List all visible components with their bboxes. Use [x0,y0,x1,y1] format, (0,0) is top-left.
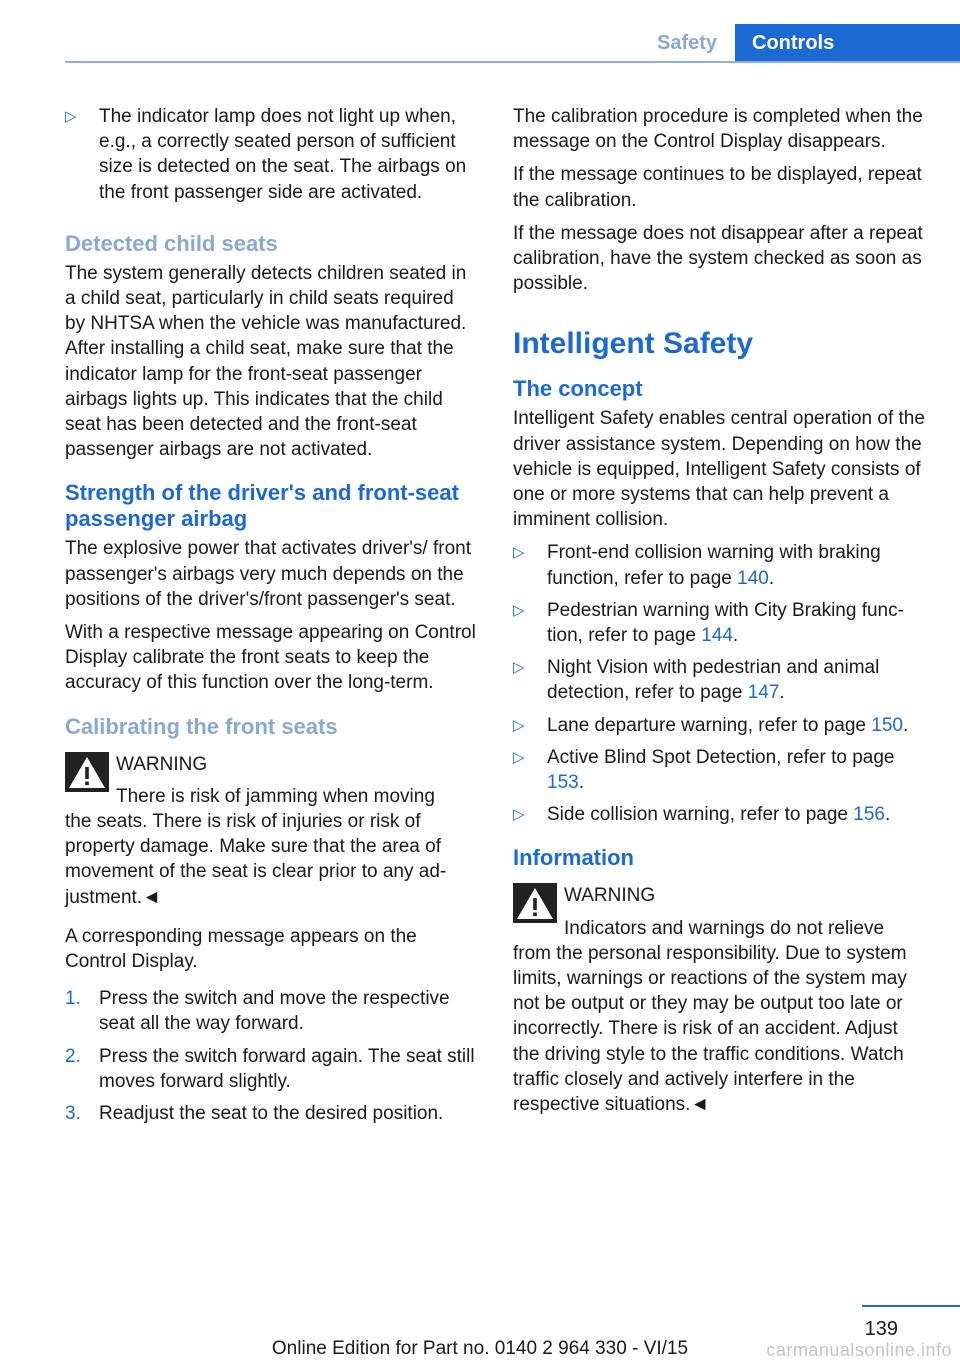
warning-title: WARNING [564,885,656,907]
heading-detected-child-seats: Detected child seats [65,230,278,256]
bullet-triangle-icon: ▷ [513,806,525,824]
list-item-end: . [885,804,891,826]
list-item-end: . [768,567,775,589]
paragraph: A corresponding message appears on the Control Display. [65,925,417,973]
tab-safety[interactable]: Safety [639,24,735,62]
list-item-text: Front-end collision warning with braking function, refer to page [547,542,881,589]
page-link[interactable]: 156 [853,804,885,826]
heading-information: Information [513,845,634,871]
list-item-end: . [779,682,785,704]
bullet-triangle-icon: ▷ [513,544,525,562]
bullet-triangle-icon: ▷ [513,601,525,619]
list-item-end: . [578,772,584,794]
warning-box [513,883,925,1117]
step-number: 1. [65,988,81,1010]
page-link[interactable]: 150 [871,714,903,736]
warning-text: the seats. There is risk of injuries or risk of property damage. Make sure that the area of movement of the seat is clear prior to any adjustment.◄ [65,811,447,908]
bullet-text: The indicator lamp does not light up when, e.g., a correctly seated person of sufficient size is detected on the seat. The airbags on the front passenger side are activated. [99,106,467,203]
bullet-triangle-icon: ▷ [513,716,525,734]
watermark: carmanualsonline.info [766,1340,952,1360]
list-item [65,1101,477,1126]
list-item [513,713,925,738]
step-text: Press the switch forward again. The seat still moves forward slightly. [99,1045,475,1092]
step-text: Readjust the seat to the desired position. [99,1103,444,1125]
bullet-triangle-icon: ▷ [513,748,525,766]
list-item-end: . [732,625,739,647]
heading-calibrating-front-seats: Calibrating the front seats [65,713,338,739]
heading-the-concept: The concept [513,376,643,402]
list-item-text: Night Vision with pedestrian and animal detection, refer to page [547,657,880,704]
numbered-steps [65,986,477,1126]
list-item [513,540,925,590]
heading-airbag-strength: Strength of the driver's and front-seat passenger airbag [65,480,459,532]
systems-list [513,540,925,827]
paragraph: Intelligent Safety enables central operation of the driver assistance system. Depending on how the vehicle is equipped, Intelligent Safety consists of one or more systems that can help prevent a imminent collision. [513,408,925,531]
step-number: 2. [65,1045,81,1067]
page-number: 139 [864,1318,898,1340]
page-link[interactable]: 140 [737,567,769,589]
right-column [513,104,925,1131]
list-item-text: Lane departure warning, refer to page [547,714,872,736]
warning-box [65,752,477,910]
paragraph: The calibration procedure is completed when the message on the Control Display disappears. [513,106,923,153]
tab-controls[interactable]: Controls [735,24,960,62]
warning-icon [65,752,109,792]
step-text: Press the switch and move the respective seat all the way forward. [99,988,450,1035]
bullet-triangle-icon: ▷ [513,659,525,677]
list-item [513,745,925,795]
list-item-text: Pedestrian warning with City Braking function, refer to page [547,599,904,647]
warning-icon [513,883,557,923]
list-item [513,598,925,648]
page-number-rule [862,1305,960,1307]
left-column [65,104,477,1133]
warning-text: There is risk of jamming when moving [116,785,435,807]
paragraph: The explosive power that activates driver's/ front passenger's airbags very much depends on the positions of the driver's/front passenger's seat. [65,538,471,610]
page-link[interactable]: 144 [701,625,733,647]
list-item-text: Side collision warning, refer to page [547,804,854,826]
paragraph: If the message continues to be displayed, repeat the calibration. [513,164,922,211]
paragraph: If the message does not disappear after a repeat calibration, have the system checked as soon as possible. [513,222,923,295]
section-title-intelligent-safety: Intelligent Safety [513,327,754,361]
list-item-text: Active Blind Spot Detection, refer to page [547,746,895,768]
list-item [65,104,477,205]
warning-text: Indicators and warnings do not relieve [564,917,885,939]
bullet-triangle-icon: ▷ [65,108,77,125]
list-item [65,986,477,1036]
list-item-end: . [902,714,909,736]
step-number: 3. [65,1103,81,1125]
paragraph: With a respective message appearing on Control Display calibrate the front seats to keep the accuracy of this function over the long-term. [65,622,476,694]
header-tabs [639,24,960,62]
list-item [513,802,925,827]
paragraph: The system generally detects children seated in a child seat, particularly in child seats required by NHTSA when the vehicle was manufactured. After installing a child seat, make sure that the indicator lamp for the front-seat passenger airbags lights up. This indicates that the child seat has been detected and the front-seat passenger airbags are not activated. [65,262,467,461]
footer-edition: Online Edition for Part no. 0140 2 964 330 - VI/15 [271,1338,689,1359]
page-link[interactable]: 147 [747,682,780,704]
page-link[interactable]: 153 [547,772,579,794]
warning-title: WARNING [116,753,208,775]
list-item [513,655,925,705]
warning-text: from the personal responsibility. Due to system limits, warnings or reactions of the system may not be output or they may be output too late or incorrectly. There is risk of an accident. Adjust the driving style to the traffic conditions. Watch traffic closely and actively interfere in the respective situations.◄ [513,942,907,1116]
header-rule [65,61,960,63]
list-item [65,1044,477,1094]
